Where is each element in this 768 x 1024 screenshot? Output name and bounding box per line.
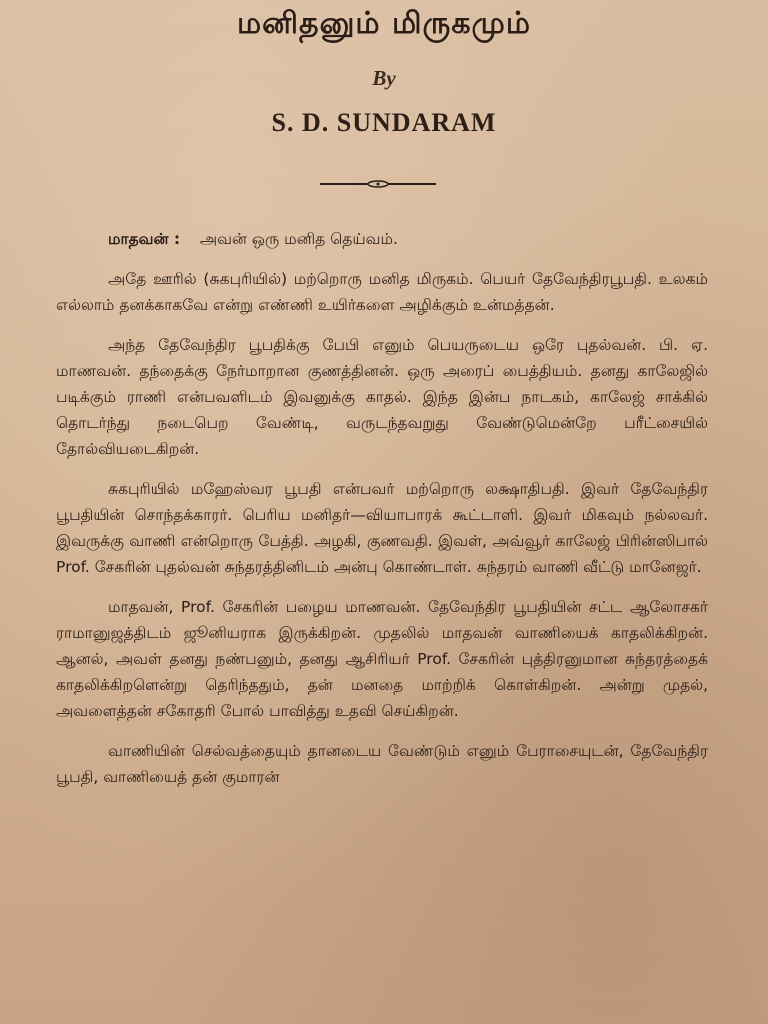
paragraph-2: அதே ஊரில் (சுகபுரியில்) மற்றொரு மனித மிருகம். பெயர் தேவேந்திரபூபதி. உலகம் எல்லாம் தனக்காகவே என்று எண்ணி உயிர்களை அழிக்கும் உன்மத்தன். xyxy=(56,270,708,314)
paragraph-4: சுகபுரியில் மஹேஸ்வர பூபதி என்பவர் மற்றொரு லக்ஷாதிபதி. இவர் தேவேந்திர பூபதியின் சொந்தக்காரர். பெரிய மனிதர்—வியாபாரக் கூட்டாளி. இவர் மிகவும் நல்லவர். இவருக்கு வாணி என்றொரு பேத்தி. அழகி, குணவதி. இவள், அவ்வூர் காலேஜ் பிரின்ஸிபால் Prof. சேகரின் புதல்வன் சுந்தரத்தினிடம் அன்பு கொண்டாள். சுந்தரம் வாணி வீட்டு மானேஜர். xyxy=(56,480,708,576)
speaker-label: மாதவன் : xyxy=(108,230,181,248)
byline-label: By xyxy=(372,66,396,90)
body-text xyxy=(56,226,708,804)
paragraph-dialogue xyxy=(56,226,708,252)
ornament-divider-icon xyxy=(320,180,436,188)
dialogue-text: அவன் ஒரு மனித தெய்வம். xyxy=(199,230,398,248)
author-name: S. D. SUNDARAM xyxy=(271,108,497,137)
page-title: மனிதனும் மிருகமும் xyxy=(237,6,531,41)
paragraph-3: அந்த தேவேந்திர பூபதிக்கு பேபி எனும் பெயருடைய ஒரே புதல்வன். பி. ஏ. மாணவன். தந்தைக்கு நேர்மாறான குணத்தினன். ஒரு அரைப் பைத்தியம். தனது காலேஜில் படிக்கும் ராணி என்பவளிடம் இவனுக்கு காதல். இந்த இன்ப நாடகம், காலேஜ் சாக்கில் தொடர்ந்து நடைபெற வேண்டி, வருடந்தவறுது வேண்டுமென்றே பரீட்சையில் தோல்வியடைகிறன். xyxy=(56,336,708,458)
paragraph-6: வாணியின் செல்வத்தையும் தானடைய வேண்டும் எனும் பேராசையுடன், தேவேந்திர பூபதி, வாணியைத் தன் குமாரன் xyxy=(56,742,708,786)
paragraph-5: மாதவன், Prof. சேகரின் பழைய மாணவன். தேவேந்திர பூபதியின் சட்ட ஆலோசகர் ராமானுஜத்திடம் ஜூனியராக இருக்கிறன். முதலில் மாதவன் வாணியைக் காதலிக்கிறன். ஆனல், அவள் தனது நண்பனும், தனது ஆசிரியர் Prof. சேகரின் புத்திரனுமான சுந்தரத்தைக் காதலிக்கிறளென்று தெரிந்ததும், தன் மனதை மாற்றிக் கொள்கிறன். அன்று முதல், அவளைத்தன் சகோதரி போல் பாவித்து உதவி செய்கிறன். xyxy=(56,598,708,720)
